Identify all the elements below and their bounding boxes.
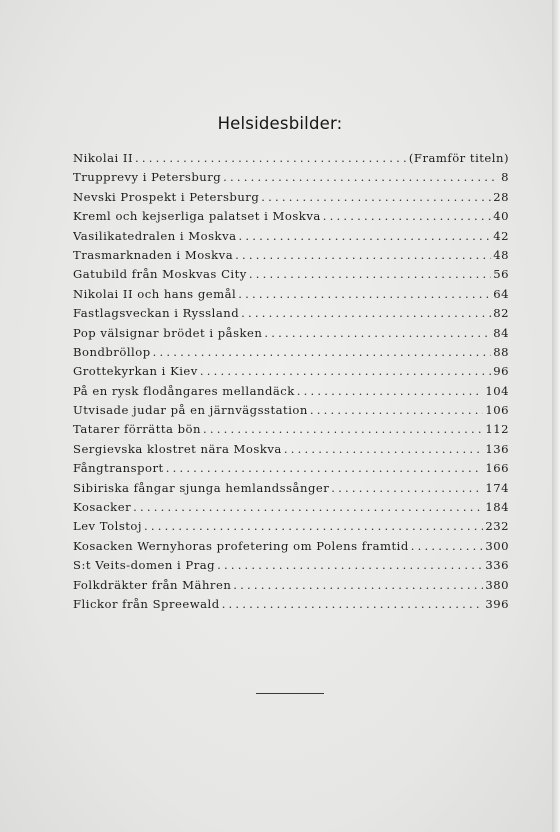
dot-leader bbox=[144, 519, 483, 533]
entry-page: 8 bbox=[501, 170, 509, 185]
list-item bbox=[73, 345, 509, 364]
dot-leader bbox=[264, 326, 491, 340]
entry-title: Folkdräkter från Mähren bbox=[73, 577, 232, 592]
entry-title: Flickor från Spreewald bbox=[73, 596, 220, 611]
entry-page: 106 bbox=[485, 403, 509, 418]
dot-leader bbox=[241, 306, 491, 320]
entry-title: Nikolai II och hans gemål bbox=[73, 286, 237, 301]
list-item bbox=[73, 209, 509, 228]
list-item bbox=[73, 558, 509, 577]
dot-leader bbox=[233, 578, 483, 592]
entry-page: 88 bbox=[493, 344, 509, 359]
entry-page: 82 bbox=[493, 306, 509, 321]
entry-page: 56 bbox=[493, 267, 509, 282]
dot-leader bbox=[297, 384, 484, 398]
list-item bbox=[73, 481, 509, 500]
dot-leader bbox=[135, 151, 407, 165]
dot-leader bbox=[235, 248, 491, 262]
list-item bbox=[73, 229, 509, 248]
illustration-list bbox=[73, 151, 509, 616]
entry-title: Nevski Prospekt i Petersburg bbox=[73, 189, 260, 204]
list-item bbox=[73, 326, 509, 345]
dot-leader bbox=[133, 500, 483, 514]
list-item bbox=[73, 384, 509, 403]
list-item bbox=[73, 422, 509, 441]
dot-leader bbox=[223, 170, 499, 184]
page-heading: Helsidesbilder: bbox=[217, 114, 343, 133]
entry-page: 380 bbox=[485, 577, 509, 592]
dot-leader bbox=[261, 190, 491, 204]
entry-title: Trupprevy i Petersburg bbox=[73, 170, 222, 185]
entry-title: Fastlagsveckan i Ryssland bbox=[73, 306, 240, 321]
entry-title: Kreml och kejserliga palatset i Moskva bbox=[73, 209, 321, 224]
entry-page: 174 bbox=[485, 480, 509, 495]
entry-title: Gatubild från Moskvas City bbox=[73, 267, 247, 282]
entry-page: 28 bbox=[493, 189, 509, 204]
list-item bbox=[73, 190, 509, 209]
entry-page: 112 bbox=[485, 422, 509, 437]
dot-leader bbox=[310, 403, 484, 417]
entry-page: 48 bbox=[493, 247, 509, 262]
entry-page: 104 bbox=[485, 383, 509, 398]
entry-title: Lev Tolstoj bbox=[73, 519, 142, 534]
entry-title: Vasilikatedralen i Moskva bbox=[73, 228, 237, 243]
entry-title: Sergievska klostret nära Moskva bbox=[73, 441, 282, 456]
entry-title: På en rysk flodångares mellandäck bbox=[73, 383, 295, 398]
list-item bbox=[73, 578, 509, 597]
entry-page: 232 bbox=[485, 519, 509, 534]
entry-page: 336 bbox=[485, 558, 509, 573]
entry-page: 96 bbox=[493, 364, 509, 379]
entry-page: 84 bbox=[493, 325, 509, 340]
dot-leader bbox=[411, 539, 484, 553]
entry-page: (Framför titeln) bbox=[408, 151, 509, 165]
list-item bbox=[73, 597, 509, 616]
page-edge bbox=[552, 0, 560, 832]
dot-leader bbox=[153, 345, 492, 359]
list-item bbox=[73, 539, 509, 558]
entry-title: Sibiriska fångar sjunga hemlandssånger bbox=[73, 480, 330, 495]
list-item bbox=[73, 248, 509, 267]
entry-title: Tatarer förrätta bön bbox=[73, 422, 201, 437]
entry-page: 166 bbox=[485, 461, 509, 476]
closing-rule bbox=[256, 693, 324, 694]
entry-page: 40 bbox=[493, 209, 509, 224]
list-item bbox=[73, 403, 509, 422]
list-item bbox=[73, 267, 509, 286]
entry-title: S:t Veits-domen i Prag bbox=[73, 558, 216, 573]
list-item bbox=[73, 170, 509, 189]
dot-leader bbox=[200, 364, 491, 378]
dot-leader bbox=[284, 442, 484, 456]
entry-title: Nikolai II bbox=[73, 151, 134, 165]
list-item bbox=[73, 306, 509, 325]
entry-title: Utvisade judar på en järnvägsstation bbox=[73, 403, 308, 418]
list-item bbox=[73, 364, 509, 383]
entry-page: 64 bbox=[493, 286, 509, 301]
entry-title: Kosacken Wernyhoras profetering om Polens framtid bbox=[73, 538, 409, 553]
dot-leader bbox=[323, 209, 491, 223]
entry-page: 42 bbox=[493, 228, 509, 243]
dot-leader bbox=[203, 422, 483, 436]
entry-title: Fångtransport bbox=[73, 461, 164, 476]
entry-title: Kosacker bbox=[73, 500, 132, 515]
dot-leader bbox=[239, 229, 492, 243]
dot-leader bbox=[249, 267, 491, 281]
list-item bbox=[73, 461, 509, 480]
list-item bbox=[73, 151, 509, 170]
entry-page: 184 bbox=[485, 500, 509, 515]
dot-leader bbox=[166, 461, 484, 475]
entry-title: Bondbröllop bbox=[73, 344, 151, 359]
list-item bbox=[73, 442, 509, 461]
entry-title: Trasmarknaden i Moskva bbox=[73, 247, 234, 262]
list-item bbox=[73, 500, 509, 519]
dot-leader bbox=[331, 481, 483, 495]
entry-title: Grottekyrkan i Kiev bbox=[73, 364, 198, 379]
entry-title: Pop välsignar brödet i påsken bbox=[73, 325, 263, 340]
entry-page: 396 bbox=[485, 596, 509, 611]
entry-page: 300 bbox=[485, 538, 509, 553]
dot-leader bbox=[217, 558, 483, 572]
entry-page: 136 bbox=[485, 441, 509, 456]
dot-leader bbox=[222, 597, 484, 611]
dot-leader bbox=[238, 287, 491, 301]
list-item bbox=[73, 287, 509, 306]
list-item bbox=[73, 519, 509, 538]
